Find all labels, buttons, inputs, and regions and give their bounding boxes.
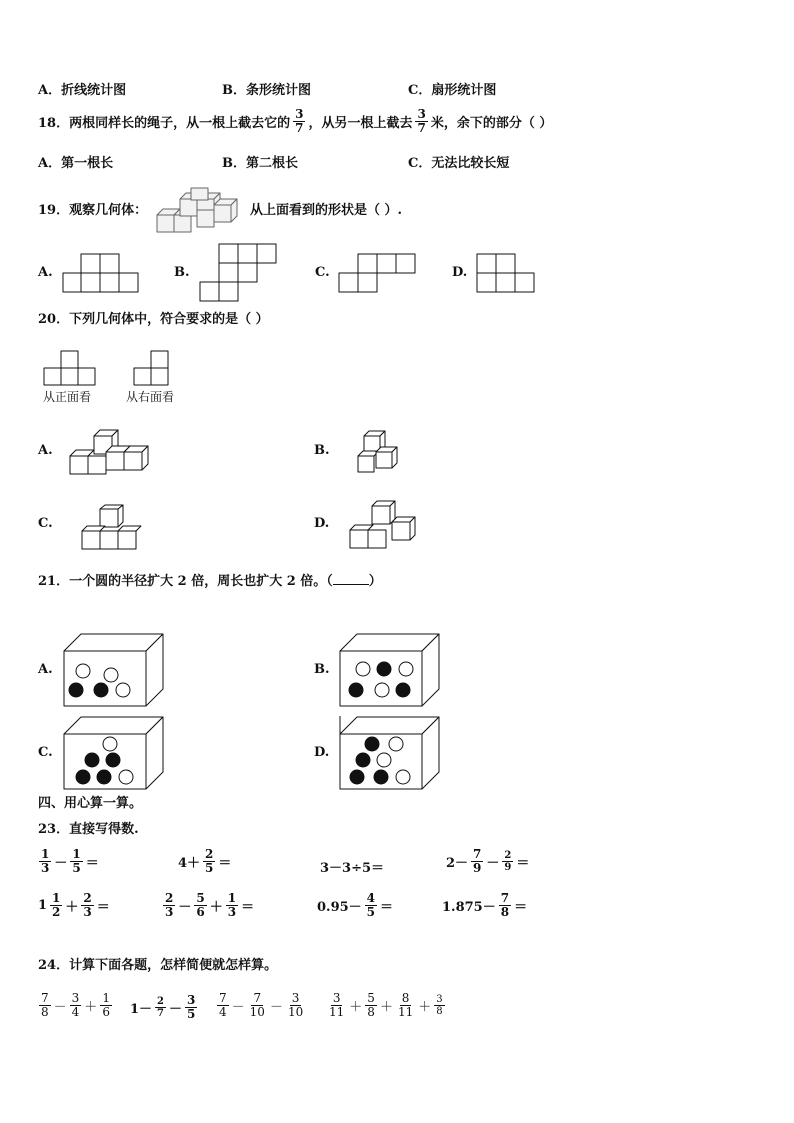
- denominator: 8: [436, 1006, 443, 1017]
- numerator: 3: [417, 107, 426, 121]
- numerator: 1: [72, 847, 81, 861]
- q19-option-b[interactable]: B.: [174, 265, 190, 280]
- q18-stem-pre: 18．两根同样长的绳子，从一根上截去它的: [38, 116, 291, 131]
- numerator: 2: [205, 847, 214, 861]
- q21-answer-blank[interactable]: [333, 572, 369, 585]
- q19-solid-figure: [155, 185, 240, 235]
- prefix: 2－: [446, 856, 469, 871]
- operator: ＋: [84, 1000, 98, 1015]
- q19-option-b-figure: [199, 243, 279, 303]
- numerator: 7: [41, 991, 49, 1005]
- q19-option-d-figure: [476, 253, 538, 295]
- operator: ＋: [65, 900, 79, 915]
- numerator: 7: [500, 891, 510, 905]
- q17-option-b[interactable]: B．条形统计图: [222, 83, 311, 98]
- q18-option-c[interactable]: C．无法比较长短: [408, 156, 510, 171]
- q23-r2-e1: [38, 892, 110, 919]
- numerator: 7: [219, 991, 227, 1005]
- q20-front-view: [43, 350, 103, 388]
- q20-option-c[interactable]: C.: [38, 516, 53, 531]
- q22-option-b[interactable]: B.: [314, 662, 330, 677]
- numerator: 2: [157, 996, 165, 1007]
- equals: ＝: [85, 856, 99, 871]
- q18-fraction-2: [415, 108, 427, 135]
- operator: －: [54, 856, 68, 871]
- numerator: 1: [227, 891, 237, 905]
- equals: ＝: [380, 900, 394, 915]
- q20-option-d[interactable]: D.: [314, 516, 330, 531]
- numerator: 5: [196, 891, 205, 905]
- q22-option-c[interactable]: C.: [38, 745, 53, 760]
- q22-box-a: [63, 633, 165, 709]
- q20-option-c-figure: [80, 505, 142, 551]
- q18-stem-post: 米，余下的部分（ ）: [430, 116, 553, 131]
- q22-option-a[interactable]: A.: [38, 662, 53, 677]
- operator: －: [486, 856, 500, 871]
- denominator: 9: [473, 861, 482, 875]
- denominator: 9: [504, 862, 512, 873]
- operator: －: [53, 1000, 67, 1015]
- denominator: 7: [295, 121, 304, 135]
- denominator: 5: [366, 905, 376, 919]
- numerator: 3: [291, 991, 300, 1005]
- numerator: 5: [367, 991, 375, 1005]
- denominator: 4: [219, 1005, 227, 1019]
- q23-r1-e4: [446, 848, 529, 875]
- q19-option-d[interactable]: D.: [452, 265, 468, 280]
- numerator: 4: [366, 891, 376, 905]
- denominator: 7: [417, 121, 426, 135]
- q23-r2-e4: [442, 892, 527, 919]
- q23-r1-e2: [178, 848, 231, 875]
- q20-right-view: [133, 350, 173, 388]
- equals: ＝: [241, 900, 255, 915]
- numerator: 1: [102, 991, 110, 1005]
- q23-r1-e1: [38, 848, 99, 875]
- operator: －: [269, 1000, 283, 1015]
- q20-option-b-figure: [356, 430, 406, 476]
- denominator: 8: [367, 1005, 375, 1019]
- q24-e2: [130, 994, 198, 1021]
- q19-option-c[interactable]: C.: [315, 265, 330, 280]
- prefix: 4＋: [178, 856, 201, 871]
- q18-fraction-1: [293, 108, 305, 135]
- whole-number: 1: [38, 898, 48, 913]
- numerator: 3: [71, 991, 80, 1005]
- numerator: 1: [41, 847, 50, 861]
- q23-r1-e3: [320, 857, 384, 876]
- operator: －: [231, 1000, 245, 1015]
- denominator: 11: [397, 1005, 414, 1019]
- q21-text: 21．一个圆的半径扩大 2 倍，周长也扩大 2 倍。（: [38, 574, 333, 589]
- q19-option-a[interactable]: A.: [38, 265, 53, 280]
- denominator: 3: [227, 905, 237, 919]
- numerator: 3: [436, 994, 443, 1005]
- denominator: 3: [165, 905, 174, 919]
- q20-option-d-figure: [348, 500, 418, 552]
- q19-option-a-figure: [62, 253, 142, 295]
- q20-option-a-figure: [68, 428, 158, 478]
- operator: ＋: [209, 900, 223, 915]
- equals: ＝: [516, 856, 530, 871]
- equals: ＝: [96, 900, 110, 915]
- section-4-title: 四、用心算一算。: [38, 796, 143, 811]
- operator: －: [178, 900, 192, 915]
- q24-e4: [326, 992, 446, 1019]
- numerator: 2: [165, 891, 174, 905]
- q22-box-c: [63, 716, 165, 792]
- q24-e1: [38, 992, 113, 1019]
- denominator: 5: [72, 861, 81, 875]
- operator: ＋: [418, 1000, 432, 1015]
- operator: －: [169, 1002, 183, 1017]
- q18-option-b[interactable]: B．第二根长: [222, 156, 298, 171]
- q20-option-b[interactable]: B.: [314, 443, 330, 458]
- denominator: 8: [500, 905, 510, 919]
- q18-stem: [38, 108, 552, 135]
- q21-close: ）: [368, 574, 382, 589]
- q20-option-a[interactable]: A.: [38, 443, 53, 458]
- operator: ＋: [379, 1000, 393, 1015]
- q23-r2-e2: [162, 892, 254, 919]
- operator: ＋: [349, 1000, 363, 1015]
- q23-stem: 23．直接写得数.: [38, 822, 139, 837]
- denominator: 6: [196, 905, 205, 919]
- denominator: 6: [102, 1005, 110, 1019]
- denominator: 4: [71, 1005, 80, 1019]
- q22-option-d[interactable]: D.: [314, 745, 330, 760]
- denominator: 11: [329, 1005, 345, 1019]
- q17-option-a[interactable]: A．折线统计图: [38, 83, 127, 98]
- numerator: 3: [295, 107, 304, 121]
- denominator: 3: [41, 861, 50, 875]
- denominator: 10: [287, 1005, 304, 1019]
- equals: ＝: [514, 900, 528, 915]
- q23-r2-e3: [317, 892, 393, 919]
- prefix: 0.95－: [317, 900, 362, 915]
- numerator: 7: [473, 847, 482, 861]
- q22-box-b: [339, 633, 441, 709]
- denominator: 2: [52, 905, 61, 919]
- q20-stem: 20．下列几何体中，符合要求的是（ ）: [38, 312, 269, 327]
- q24-e3: [216, 992, 306, 1019]
- q20-front-label: 从正面看: [43, 390, 92, 404]
- denominator: 10: [249, 1005, 265, 1019]
- numerator: 2: [83, 891, 92, 905]
- denominator: 5: [187, 1007, 196, 1021]
- prefix: 1.875－: [442, 900, 496, 915]
- denominator: 8: [41, 1005, 49, 1019]
- denominator: 5: [205, 861, 214, 875]
- numerator: 8: [401, 991, 410, 1005]
- q24-stem: 24．计算下面各题，怎样简便就怎样算。: [38, 958, 278, 973]
- q17-option-c[interactable]: C．扇形统计图: [408, 83, 497, 98]
- q21-stem: [38, 572, 382, 590]
- q18-stem-mid: ，从另一根上截去: [308, 116, 413, 131]
- denominator: 7: [157, 1008, 165, 1019]
- equals: ＝: [218, 856, 232, 871]
- numerator: 3: [187, 993, 196, 1007]
- prefix: 1－: [130, 1002, 153, 1017]
- q22-box-d: [339, 716, 441, 792]
- q19-stem-pre: 19．观察几何体：: [38, 203, 148, 218]
- numerator: 2: [504, 850, 512, 861]
- q20-right-label: 从右面看: [126, 390, 175, 404]
- q18-option-a[interactable]: A．第一根长: [38, 156, 114, 171]
- numerator: 7: [253, 991, 262, 1005]
- expression: 3－3÷5＝: [320, 861, 385, 876]
- q19-option-c-figure: [338, 253, 418, 295]
- numerator: 1: [52, 891, 61, 905]
- denominator: 3: [83, 905, 92, 919]
- numerator: 3: [332, 991, 341, 1005]
- q19-stem-post: 从上面看到的形状是（ ）.: [250, 203, 403, 218]
